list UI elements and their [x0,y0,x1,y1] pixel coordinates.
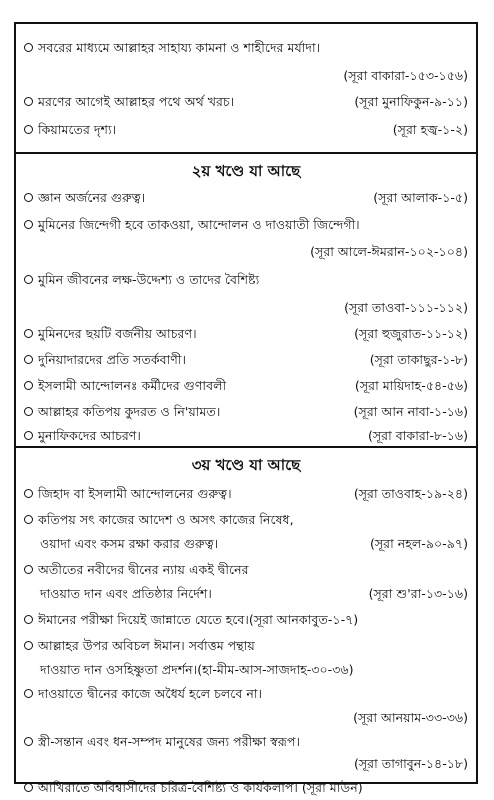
list-item: দাওয়াত দান ওসহিষ্ণুতা প্রদর্শন।(হা-মীম-আস-সাজদাহ-৩০-৩৬) [40,662,354,677]
list-item: মুমিনদের ছয়টি বর্জনীয় আচরণ। (সূরা হুজুরাত-১১-১২) [24,324,468,344]
list-item: মুমিনের জিন্দেগী হবে তাকওয়া, আন্দোলন ও দাওয়াতী জিন্দেগী। [24,215,468,235]
section-heading: ২য় খণ্ডে যা আছে [191,162,301,180]
bullet-icon [24,489,33,498]
bullet-icon [24,431,33,440]
list-item: মুনাফিকদের আচরণ। (সূরা বাকারা-৮-১৬) [24,426,468,446]
bullet-icon [24,641,33,650]
list-item: মুমিন জীবনের লক্ষ-উদ্দেশ্য ও তাদের বৈশিষ্ট্য [24,270,468,290]
list-item: জিহাদ বা ইসলামী আন্দোলনের গুরুত্ব। (সূরা তাওবাহ-১৯-২৪) [24,484,468,504]
bullet-icon [24,97,33,106]
list-item: দাওয়াতে দ্বীনের কাজে অধৈর্য হলে চলবে না। [24,684,468,704]
bullet-icon [24,193,33,202]
bullet-icon [24,43,33,52]
list-item: দাওয়াত দান এবং প্রতিষ্ঠার নির্দেশ। (সূরা শু'রা-১৩-১৬) [40,586,468,601]
bullet-icon [24,737,33,746]
section-2: ২য় খণ্ডে যা আছে জ্ঞান অর্জনের গুরুত্ব। (সূরা আলাক-১-৫) মুমিনের জিন্দেগী হবে তাকওয়া, আন্দোলন ও দাওয়াতী জিন্দেগী। (সূরা আলে-ঈমরান-১০২-১০৪) মুমিন জীবনের লক্ষ-উদ্দেশ্য ও তাদের বৈশিষ্ট্য (সূরা তাওবা-১১১-১১২) মুমিনদের ছয়টি বর্জনীয় আচরণ। (সূরা হুজুরাত-১১-১২) দুনিয়াদারদের প্রতি সতর্কবাণী। (সূরা তাকাছুর-১-৮) ইসলামী আন্দোলনঃ কর্মীদের গুণাবলী (সূরা মায়িদাহ-৫৪-৫৬) আল্লাহর কতিপয় কুদরত ও নি'য়ামত। (সূরা আন নাবা-১-১৬) মুনাফিকদের আচরণ। (সূরা বাকারা-৮-১৬) [16,154,476,442]
bullet-icon [24,515,33,524]
bullet-icon [24,275,33,284]
list-item: কিয়ামতের দৃশ্য। (সূরা হজ্ব-১-২) [24,120,468,140]
list-item: কতিপয় সৎ কাজের আদেশ ও অসৎ কাজের নিষেধ, [24,510,468,530]
bullet-icon [24,355,33,364]
bullet-icon [24,615,33,624]
list-item: দুনিয়াদারদের প্রতি সতর্কবাণী। (সূরা তাকাছুর-১-৮) [24,350,468,370]
list-item: অতীতের নবীদের দ্বীনের ন্যায় একই দ্বীনের [24,560,468,580]
bullet-icon [24,689,33,698]
list-item: আল্লাহর কতিপয় কুদরত ও নি'য়ামত। (সূরা আন নাবা-১-১৬) [24,402,468,422]
list-item: ওয়াদা এবং কসম রক্ষা করার গুরুত্ব। (সূরা নহল-৯০-৯৭) [40,536,468,551]
contents-box [14,22,478,795]
bullet-icon [24,381,33,390]
bullet-icon [24,407,33,416]
list-item: আল্লাহর উপর অবিচল ঈমান। সর্বাত্তম পন্থায় [24,636,468,656]
list-item: আখিরাতে অবিশ্বাসীদের চরিত্র-বৈশিষ্ট্য ও কার্যকলাপ। (সূরা মাউন) [24,778,468,798]
list-item: ইসলামী আন্দোলনঃ কর্মীদের গুণাবলী (সূরা মায়িদাহ-৫৪-৫৬) [24,376,468,396]
section-3: ৩য় খণ্ডে যা আছে জিহাদ বা ইসলামী আন্দোলনের গুরুত্ব। (সূরা তাওবাহ-১৯-২৪) কতিপয় সৎ কাজের আদেশ ও অসৎ কাজের নিষেধ, ওয়াদা এবং কসম রক্ষা করার গুরুত্ব। (সূরা নহল-৯০-৯৭) অতীতের নবীদের দ্বীনের ন্যায় একই দ্বীনের দাওয়াত দান এবং প্রতিষ্ঠার নির্দেশ। (সূরা শু'রা-১৩-১৬) ঈমানের পরীক্ষা দিয়েই জান্নাতে যেতে হবে।(সূরা আনকাবুত-১-৭) আল্লাহর উপর অবিচল ঈমান। সর্বাত্তম পন্থায় দাওয়াত দান ওসহিষ্ণুতা প্রদর্শন।(হা-মীম-আস-সাজদাহ-৩০-৩৬) দাওয়াতে দ্বীনের কাজে অধৈর্য হলে চলবে না। (সূরা আনয়াম-৩৩-৩৬) স্ত্রী-সন্তান এবং ধন-সম্পদ মানুষের জন্য পরীক্ষা স্বরূপ। (সূরা তাগাবুন-১৪-১৮) আখিরাতে অবিশ্বাসীদের চরিত্র-বৈশিষ্ট্য ও কার্যকলাপ। (সূরা মাউন) [16,448,476,782]
list-item: জ্ঞান অর্জনের গুরুত্ব। (সূরা আলাক-১-৫) [24,188,468,208]
bullet-icon [24,220,33,229]
bullet-icon [24,783,33,792]
list-item: স্ত্রী-সন্তান এবং ধন-সম্পদ মানুষের জন্য পরীক্ষা স্বরূপ। [24,732,468,752]
bullet-icon [24,329,33,338]
list-item: ঈমানের পরীক্ষা দিয়েই জান্নাতে যেতে হবে।(সূরা আনকাবুত-১-৭) [24,610,468,630]
bullet-icon [24,565,33,574]
section-heading: ৩য় খণ্ডে যা আছে [191,456,301,474]
bullet-icon [24,125,33,134]
list-item: মরণের আগেই আল্লাহর পথে অর্থ খরচ। (সূরা মুনাফিকুন-৯-১১) [24,92,468,112]
section-1: সবরের মাধ্যমে আল্লাহর সাহায্য কামনা ও শাহীদের মর্যাদা। (সূরা বাকারা-১৫৩-১৫৬) মরণের আগেই আল্লাহর পথে অর্থ খরচ। (সূরা মুনাফিকুন-৯-১১) কিয়ামতের দৃশ্য। (সূরা হজ্ব-১-২) [16,24,476,152]
list-item: সবরের মাধ্যমে আল্লাহর সাহায্য কামনা ও শাহীদের মর্যাদা। [24,38,468,58]
